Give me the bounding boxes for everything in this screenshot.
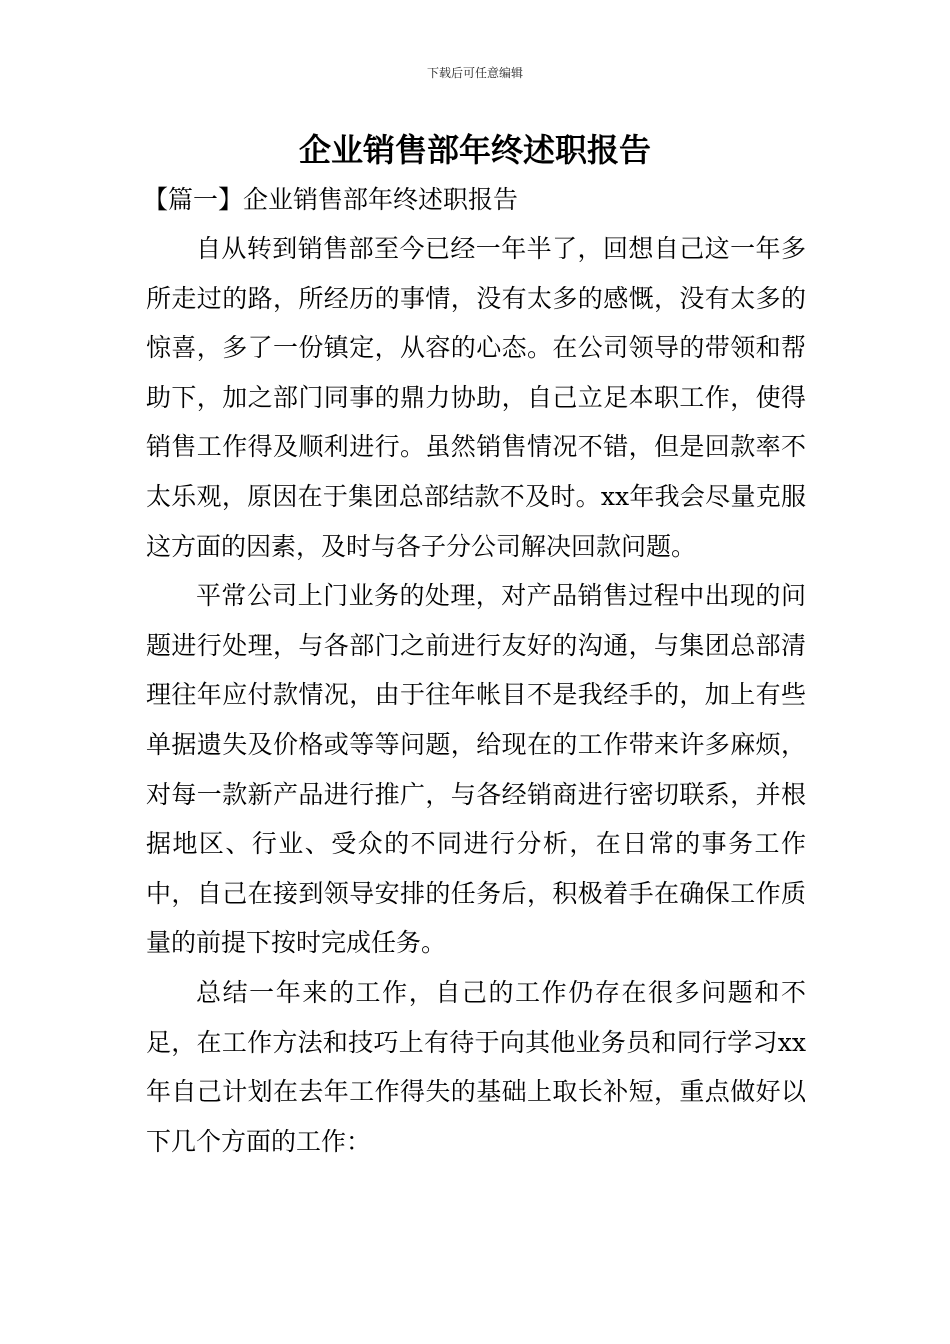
section-heading: 【篇一】企业销售部年终述职报告 bbox=[143, 185, 519, 214]
paragraph: 总结一年来的工作，自己的工作仍存在很多问题和不足，在工作方法和技巧上有待于向其他业务员和同行学习xx年自己计划在去年工作得失的基础上取长补短，重点做好以下几个方面的工作： bbox=[146, 977, 806, 1156]
paragraph: 自从转到销售部至今已经一年半了，回想自己这一年多所走过的路，所经历的事情，没有太多的感慨，没有太多的惊喜，多了一份镇定，从容的心态。在公司领导的带领和帮助下，加之部门同事的鼎力协助，自己立足本职工作，使得销售工作得及顺利进行。虽然销售情况不错，但是回款率不太乐观，原因在于集团总部结款不及时。xx年我会尽量克服这方面的因素，及时与各子分公司解决回款问题。 bbox=[146, 234, 806, 561]
document-body bbox=[143, 178, 806, 1166]
paragraph: 平常公司上门业务的处理，对产品销售过程中出现的问题进行处理，与各部门之前进行友好的沟通，与集团总部清理往年应付款情况，由于往年帐目不是我经手的，加上有些单据遗失及价格或等等问题，给现在的工作带来许多麻烦，对每一款新产品进行推广，与各经销商进行密切联系，并根据地区、行业、受众的不同进行分析，在日常的事务工作中，自己在接到领导安排的任务后，积极着手在确保工作质量的前提下按时完成任务。 bbox=[146, 581, 806, 958]
document-title: 企业销售部年终述职报告 bbox=[298, 131, 651, 169]
header-note: 下载后可任意编辑 bbox=[426, 66, 523, 80]
